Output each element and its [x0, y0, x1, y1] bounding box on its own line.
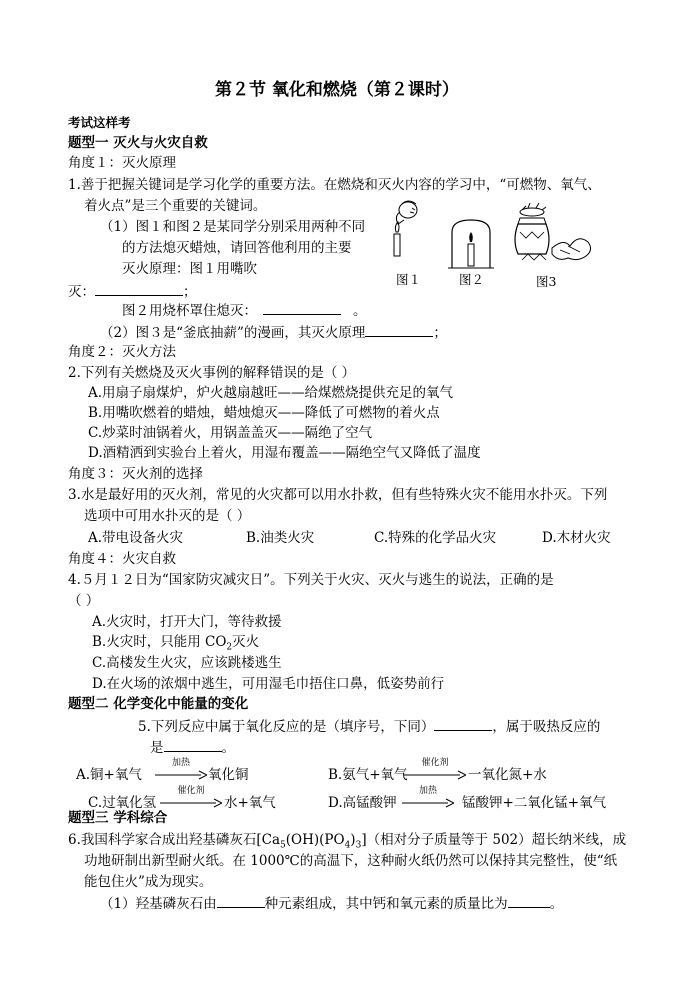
answer-blank[interactable]: [263, 300, 341, 315]
q3-line1: 3.水是最好用的灭火剂，常见的火灾都可以用水扑救，但有些特殊火灾不能用水扑灭。下列: [68, 487, 608, 503]
answer-blank[interactable]: [434, 716, 492, 731]
section-type2: 题型二 化学变化中能量的变化: [68, 696, 249, 712]
angle3: 角度３：灭火剂的选择: [68, 466, 203, 482]
q1-sub1-line1: （1）图１和图２是某同学分别采用两种不同: [100, 219, 366, 235]
figure-3-label: 图3: [536, 274, 557, 289]
q6-line2: 功地研制出新型耐火纸。在 1000℃的高温下，这种耐火纸仍然可以保持其完整性，使“纸: [84, 853, 618, 869]
q3-option-d: D.木材火灾: [542, 530, 611, 546]
q5-line1: 5.下列反应中属于氧化反应的是（填序号，下同） ，属于吸热反应的: [138, 716, 600, 737]
figure-2-illustration: [448, 218, 494, 270]
section-type1: 题型一 灭火与火灾自救: [68, 135, 208, 151]
q1-sub1-line4: 灭： ；: [68, 281, 197, 302]
figure-2-label: 图２: [459, 272, 485, 287]
exam-heading: 考试这样考: [68, 115, 131, 130]
q1-line1: 1.善于把握关键词是学习化学的重要方法。在燃烧和灭火内容的学习中，“可燃物、氧气、: [68, 177, 601, 193]
q1-sub2: （2）图３是“釜底抽薪”的漫画，其灭火原理 ；: [100, 322, 447, 343]
q5-line2: 是 。: [150, 737, 235, 758]
q5-option-b-left: B.氨气+氧气: [328, 767, 408, 783]
angle2: 角度２：灭火方法: [68, 344, 176, 360]
q5-option-a-left: A.铜+氧气: [76, 767, 142, 783]
figure-1-illustration: [388, 198, 428, 268]
reaction-arrow-b: 催化剂: [404, 764, 466, 780]
reaction-arrow-c: 催化剂: [160, 792, 222, 808]
q3-option-c: C.特殊的化学品火灾: [374, 530, 497, 546]
answer-blank[interactable]: [164, 737, 222, 752]
q1-sub1-line3: 灭火原理：图１用嘴吹: [122, 261, 257, 277]
q4-option-a: A.火灾时，打开大门，等待救援: [92, 614, 282, 630]
q5-option-c-right: 水+氧气: [224, 795, 276, 811]
q1-sub1-line2: 的方法熄灭蜡烛，请回答他利用的主要: [122, 240, 352, 256]
q5-option-b-right: 一氧化氮+水: [468, 767, 547, 783]
reaction-arrow-a: 加热: [155, 764, 207, 780]
q5-option-a-right: 氧化铜: [208, 767, 249, 783]
q3-option-b: B.油类火灾: [246, 530, 315, 546]
q6-sub1: （1）羟基磷灰石由 种元素组成，其中钙和氧元素的质量比为 。: [100, 893, 563, 914]
q5-option-c-left: C.过氧化氢: [88, 795, 157, 811]
page-title: 第２节 氧化和燃烧（第２课时）: [215, 80, 459, 100]
reaction-arrow-d: 加热: [402, 792, 454, 808]
answer-blank[interactable]: [508, 893, 550, 908]
q4-option-d: D.在火场的浓烟中逃生，可用湿毛巾捂住口鼻，低姿势前行: [92, 676, 445, 692]
q6-line1: 6.我国科学家合成出羟基磷灰石$[Ca_5(OH)(PO_4)_3]$（相对分子质量等于 502）超长纳米线，成: [68, 832, 627, 851]
q2-option-d: D.酒精洒到实验台上着火，用湿布覆盖——隔绝空气又降低了温度: [88, 445, 481, 461]
answer-blank[interactable]: [217, 893, 265, 908]
q3-option-a: A.带电设备火灾: [88, 530, 184, 546]
q4-line2: （ ）: [68, 593, 100, 609]
answer-blank[interactable]: [365, 322, 433, 337]
q2-stem: 2.下列有关燃烧及灭火事例的解释错误的是（ ）: [68, 365, 356, 381]
section-type3: 题型三 学科综合: [68, 810, 168, 826]
q4-line1: 4.５月１２日为“国家防灾减灾日”。下列关于火灾、灭火与逃生的说法，正确的是: [68, 572, 554, 588]
q2-option-c: C.炒菜时油锅着火，用锅盖盖灭——隔绝了空气: [88, 425, 373, 441]
q2-option-a: A.用扇子扇煤炉，炉火越扇越旺——给煤燃烧提供充足的氧气: [88, 385, 454, 401]
angle1: 角度１：灭火原理: [68, 155, 176, 171]
figure-1-label: 图１: [396, 272, 422, 287]
q1-line2: 着火点”是三个重要的关键词。: [84, 198, 267, 214]
q2-option-b: B.用嘴吹燃着的蜡烛，蜡烛熄灭——降低了可燃物的着火点: [88, 405, 440, 421]
q5-option-d-left: D.高锰酸钾: [328, 795, 397, 811]
q4-option-c: C.高楼发生火灾，应该跳楼逃生: [92, 655, 282, 671]
q4-option-b: B.火灾时，只能用 $CO_2$灭火: [92, 634, 260, 653]
figure-3-illustration: [508, 202, 594, 272]
q3-line2: 选项中可用水扑灭的是（ ）: [84, 508, 251, 524]
answer-blank[interactable]: [95, 281, 183, 296]
q6-line3: 能包住火”成为现实。: [84, 874, 213, 890]
q5-option-d-right: 锰酸钾+二氧化锰+氧气: [462, 795, 607, 811]
angle4: 角度４：火灾自救: [68, 551, 176, 567]
q1-sub1-line5: 图２用烧杯罩住熄灭： 。: [122, 300, 367, 321]
